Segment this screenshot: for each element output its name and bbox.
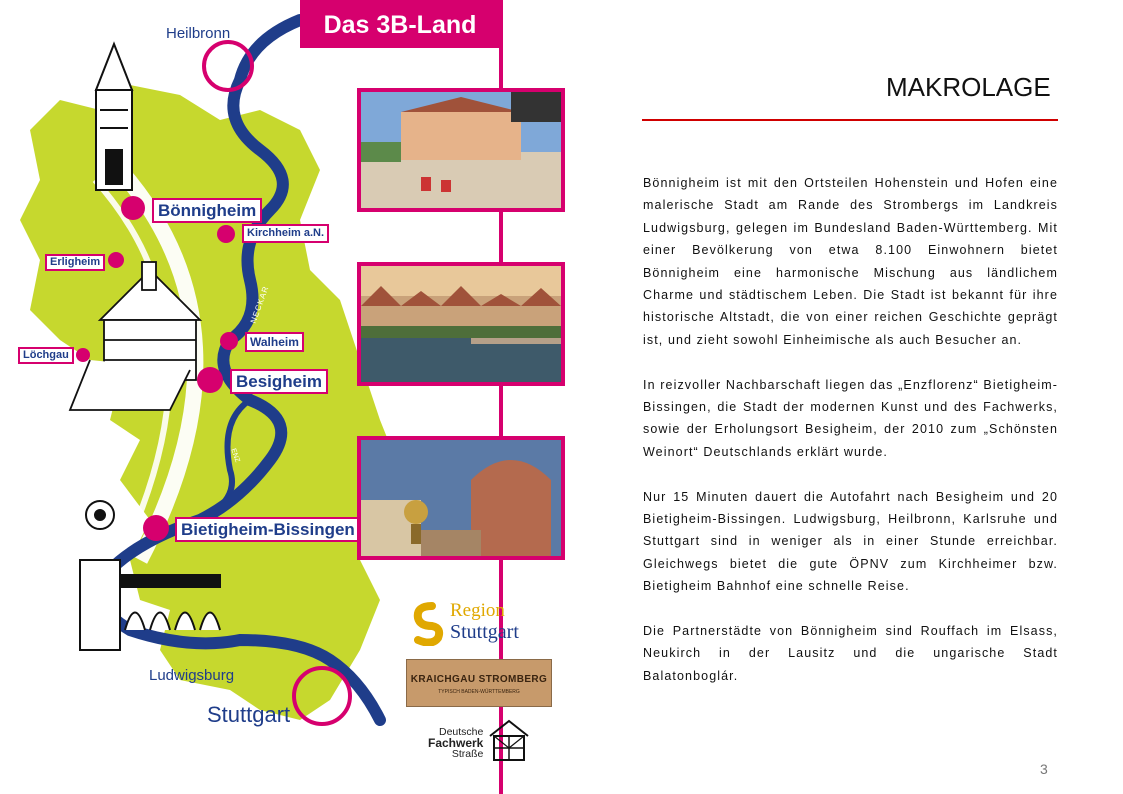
body-text xyxy=(643,172,1058,710)
paragraph: In reizvoller Nachbarschaft liegen das „Enzflorenz“ Bietigheim-Bissingen, die Stadt der modernen Kunst und des Fachwerks, sowie der Erholungsort Besigheim, der 2010 zum „Schönsten Weinort“ Deutschlands erklärt wurde. xyxy=(643,377,1058,459)
stuttgart-label: Stuttgart xyxy=(207,702,291,727)
tower-sketch xyxy=(96,44,132,190)
besigheim-label: Besigheim xyxy=(230,369,328,394)
page-number: 3 xyxy=(1040,761,1048,777)
fachwerk-logo-line2: Fachwerk xyxy=(428,736,484,750)
page-title: MAKROLAGE xyxy=(886,72,1051,102)
map-banner: Das 3B-Land xyxy=(300,0,500,48)
paragraph: Die Partnerstädte von Bönnigheim sind Rouffach im Elsass, Neukirch in der Lausitz und die ungarische Stadt Balatonboglár. xyxy=(643,624,1058,683)
neckar-label: NECKAR xyxy=(248,284,271,325)
photo-marketplace xyxy=(357,88,565,212)
timber-house-icon xyxy=(486,718,532,762)
erligheim-label: Erligheim xyxy=(45,254,105,271)
bietigheim-marker xyxy=(143,515,169,541)
fachwerk-logo-line3: Straße xyxy=(451,748,484,760)
kraichgau-logo-text: KRAICHGAU STROMBERG xyxy=(410,674,548,685)
walheim-label: Walheim xyxy=(245,332,304,352)
fachwerk-logo-line1: Deutsche xyxy=(439,726,484,738)
kraichgau-stromberg-logo xyxy=(406,659,552,707)
boennigheim-marker xyxy=(121,196,145,220)
kraichgau-logo-subtext: TYPISCH BADEN-WÜRTTEMBERG xyxy=(438,689,520,695)
heilbronn-label: Heilbronn xyxy=(166,25,231,42)
photo-besigheim xyxy=(357,262,565,386)
paragraph: Bönnigheim ist mit den Ortsteilen Hohenstein und Hofen eine malerische Stadt am Rande des Strombergs im Landkreis Ludwigsburg, gelegen im Bundesland Baden-Württemberg. Mit einer Bevölkerung von etwa 8.100 Einwohnern bietet Bönnigheim eine harmonische Mischung aus ländlichem Charme und städtischem Leben. Die Stadt ist bekannt für ihre historische Altstadt, die von einer reichen Geschichte geprägt ist, und zieht sowohl Einheimische als auch Besucher an. xyxy=(643,176,1058,347)
kirchheim-label: Kirchheim a.N. xyxy=(242,224,329,243)
region-logo-line2: Stuttgart xyxy=(450,621,519,643)
walheim-marker xyxy=(220,332,238,350)
bietigheim-label: Bietigheim-Bissingen xyxy=(175,517,361,542)
loechgau-label: Löchgau xyxy=(18,347,74,364)
erligheim-marker xyxy=(108,252,124,268)
region-logo-line1: Region xyxy=(450,600,505,621)
ludwigsburg-label: Ludwigsburg xyxy=(149,667,235,684)
besigheim-marker xyxy=(197,367,223,393)
fachwerk-strasse-logo xyxy=(428,727,483,760)
title-underline xyxy=(642,119,1058,121)
kirchheim-marker xyxy=(217,225,235,243)
enz-label: ENZ xyxy=(229,447,241,464)
boennigheim-label: Bönnigheim xyxy=(152,198,262,223)
paragraph: Nur 15 Minuten dauert die Autofahrt nach Besigheim und 20 Bietigheim-Bissingen. Ludwigsburg, Heilbronn, Karlsruhe und Stuttgart sind in weniger als in einer Stunde erreichbar. Gleichwegs bietet die gute ÖPNV zum Kirchheimer bzw. Bietigheim Bahnhof eine schnelle Reise. xyxy=(643,489,1058,594)
photo-bietigheim xyxy=(357,436,565,560)
loechgau-marker xyxy=(76,348,90,362)
